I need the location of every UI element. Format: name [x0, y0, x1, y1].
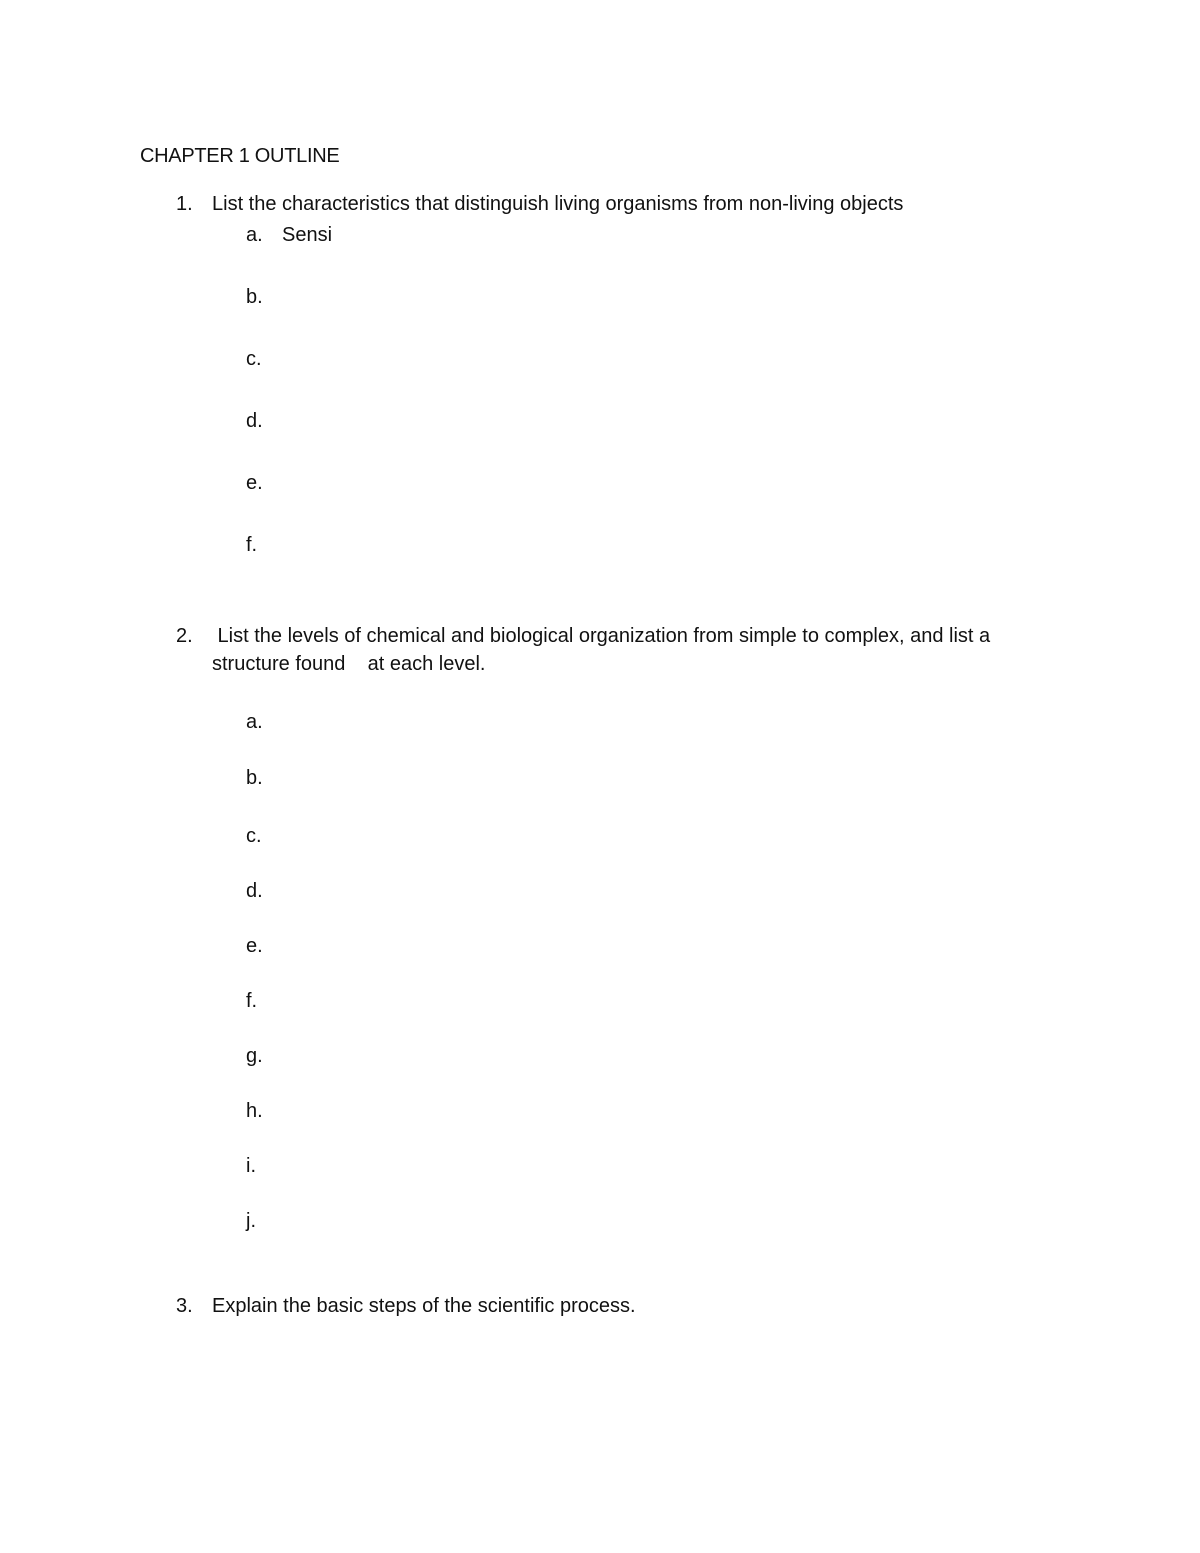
question-2-number: 2. — [176, 625, 193, 647]
q2-item-g-letter: g. — [246, 1045, 263, 1067]
q1-item-e-letter: e. — [246, 472, 263, 494]
q1-item-f-letter: f. — [246, 534, 258, 556]
question-2-text-line1: List the levels of chemical and biological organization from simple to complex, and list a — [212, 625, 991, 647]
q1-item-a-answer[interactable]: Sensi — [282, 224, 333, 246]
q2-item-d-letter: d. — [246, 880, 263, 902]
question-1-text: List the characteristics that distinguish living organisms from non-living objects — [212, 193, 904, 215]
q2-item-j-letter: j. — [246, 1210, 256, 1232]
q2-item-i-letter: i. — [246, 1155, 256, 1177]
question-3-text: Explain the basic steps of the scientific process. — [212, 1295, 636, 1317]
q1-item-b-letter: b. — [246, 286, 263, 308]
q1-item-c-letter: c. — [246, 348, 262, 370]
q1-item-a-letter: a. — [246, 224, 263, 246]
question-1-number: 1. — [176, 193, 193, 215]
q2-item-h-letter: h. — [246, 1100, 263, 1122]
q2-item-e-letter: e. — [246, 935, 263, 957]
q2-item-c-letter: c. — [246, 825, 262, 847]
question-2-text-line2: structure found at each level. — [212, 653, 486, 675]
q2-item-f-letter: f. — [246, 990, 258, 1012]
q2-item-a-letter: a. — [246, 711, 263, 733]
q1-item-d-letter: d. — [246, 410, 263, 432]
page-title: CHAPTER 1 OUTLINE — [140, 145, 340, 167]
question-3-number: 3. — [176, 1295, 193, 1317]
q2-item-b-letter: b. — [246, 767, 263, 789]
